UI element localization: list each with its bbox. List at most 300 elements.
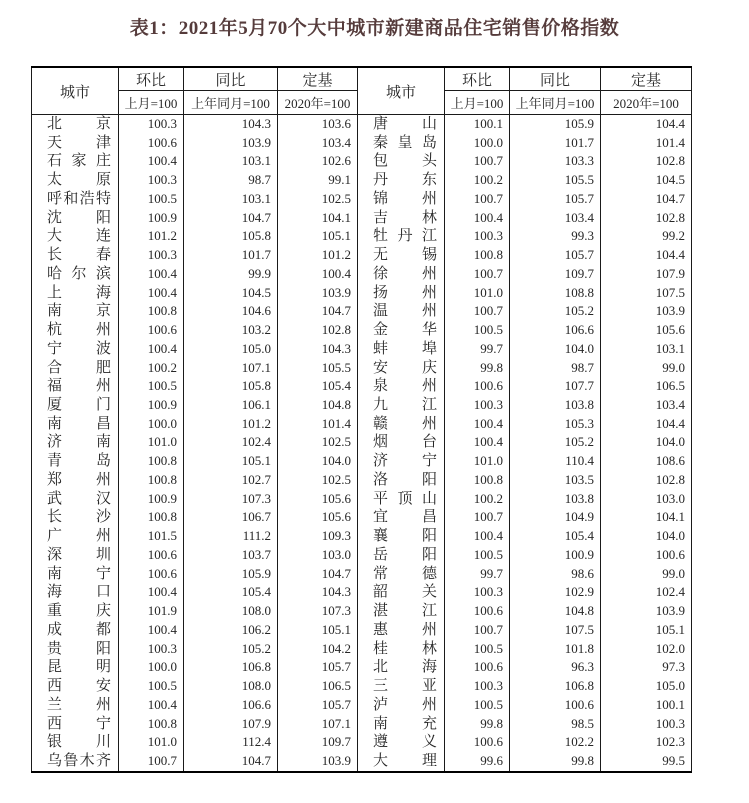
city-name: [47, 321, 111, 340]
city-name-cell: [32, 565, 119, 584]
yoy-value: 100.9: [510, 546, 601, 565]
header-city-right: 城市: [358, 67, 445, 115]
city-name-cell: [32, 508, 119, 527]
yoy-value: 98.7: [184, 171, 278, 190]
city-name: [373, 134, 437, 153]
mom-value: 100.5: [119, 190, 184, 209]
base-value: 100.6: [601, 546, 692, 565]
city-name: [373, 508, 437, 527]
city-name: [373, 190, 437, 209]
city-name-char: 南: [47, 415, 63, 432]
city-name: [47, 658, 111, 677]
table-row: [32, 565, 692, 584]
table-row: [32, 265, 692, 284]
city-name-char: 阳: [421, 528, 437, 545]
mom-value: 100.9: [119, 209, 184, 228]
city-name-char: 济: [47, 434, 63, 451]
base-value: 100.4: [278, 265, 358, 284]
mom-value: 100.5: [445, 640, 510, 659]
base-value: 103.0: [601, 490, 692, 509]
table-row: [32, 658, 692, 677]
city-name-char: 呼: [47, 190, 63, 207]
mom-value: 101.9: [119, 602, 184, 621]
city-name-cell: [358, 733, 445, 752]
yoy-value: 99.3: [510, 227, 601, 246]
city-name: [373, 359, 437, 378]
mom-value: 100.6: [445, 658, 510, 677]
mom-value: 100.6: [119, 321, 184, 340]
city-name-char: 乌: [47, 752, 63, 769]
city-name-char: 丹: [373, 172, 389, 189]
city-name: [373, 602, 437, 621]
mom-value: 101.5: [119, 527, 184, 546]
yoy-value: 98.7: [510, 359, 601, 378]
base-value: 107.9: [601, 265, 692, 284]
base-value: 101.2: [278, 246, 358, 265]
city-name-char: 汉: [95, 490, 111, 507]
city-name-char: 昌: [421, 509, 437, 526]
mom-value: 100.5: [445, 321, 510, 340]
city-name: [373, 302, 437, 321]
city-name: [373, 640, 437, 659]
mom-value: 100.9: [119, 490, 184, 509]
city-name: [373, 284, 437, 303]
yoy-value: 103.5: [510, 471, 601, 490]
city-name-cell: [32, 227, 119, 246]
table-row: [32, 527, 692, 546]
mom-value: 99.6: [445, 752, 510, 772]
table-row: [32, 677, 692, 696]
city-name: [47, 171, 111, 190]
base-value: 104.3: [278, 583, 358, 602]
base-value: 104.4: [601, 246, 692, 265]
base-value: 107.3: [278, 602, 358, 621]
mom-value: 100.4: [445, 209, 510, 228]
city-name-cell: [358, 396, 445, 415]
city-name-char: 西: [47, 678, 63, 695]
table-row: [32, 321, 692, 340]
city-name-char: 阳: [95, 209, 111, 226]
city-name-char: 家: [71, 153, 87, 170]
city-name-char: 西: [47, 715, 63, 732]
city-name-cell: [32, 621, 119, 640]
city-name-char: 州: [95, 696, 111, 713]
table-row: [32, 152, 692, 171]
city-name-char: 州: [421, 190, 437, 207]
yoy-value: 105.7: [510, 246, 601, 265]
base-value: 103.9: [601, 302, 692, 321]
base-value: 99.2: [601, 227, 692, 246]
mom-value: 100.4: [445, 433, 510, 452]
city-name-char: 京: [95, 303, 111, 320]
yoy-value: 110.4: [510, 452, 601, 471]
city-name-cell: [32, 733, 119, 752]
base-value: 104.8: [278, 396, 358, 415]
mom-value: 100.5: [119, 377, 184, 396]
city-name: [373, 452, 437, 471]
city-name-cell: [358, 583, 445, 602]
city-name-char: 海: [47, 584, 63, 601]
mom-value: 100.1: [445, 115, 510, 134]
yoy-value: 105.4: [184, 583, 278, 602]
city-name: [373, 565, 437, 584]
city-name: [47, 621, 111, 640]
city-name-cell: [32, 209, 119, 228]
city-name-cell: [32, 377, 119, 396]
city-name: [47, 602, 111, 621]
mom-value: 100.4: [119, 696, 184, 715]
city-name-char: 台: [421, 434, 437, 451]
city-name-char: 圳: [95, 546, 111, 563]
yoy-value: 107.7: [510, 377, 601, 396]
table-row: [32, 340, 692, 359]
base-value: 105.0: [601, 677, 692, 696]
yoy-value: 98.6: [510, 565, 601, 584]
city-name-char: 江: [421, 397, 437, 414]
mom-value: 100.3: [119, 115, 184, 134]
yoy-value: 106.2: [184, 621, 278, 640]
table-row: [32, 490, 692, 509]
base-value: 99.0: [601, 565, 692, 584]
city-name-cell: [32, 171, 119, 190]
city-name-cell: [358, 302, 445, 321]
mom-value: 100.5: [119, 677, 184, 696]
city-name-cell: [32, 490, 119, 509]
table-row: [32, 452, 692, 471]
mom-value: 100.7: [445, 152, 510, 171]
mom-value: 100.4: [445, 415, 510, 434]
city-name-cell: [32, 471, 119, 490]
city-name-char: 扬: [373, 284, 389, 301]
table-row: [32, 471, 692, 490]
header-mom-left: 环比: [119, 67, 184, 91]
city-name-char: 常: [373, 565, 389, 582]
city-name-char: 德: [421, 565, 437, 582]
header-city-left: 城市: [32, 67, 119, 115]
mom-value: 100.6: [445, 377, 510, 396]
base-value: 103.9: [278, 284, 358, 303]
city-name-char: 南: [47, 565, 63, 582]
city-name: [47, 677, 111, 696]
city-name: [373, 246, 437, 265]
city-name-char: 州: [421, 265, 437, 282]
city-name: [373, 715, 437, 734]
city-name-char: 林: [421, 640, 437, 657]
city-name-char: 庄: [95, 153, 111, 170]
mom-value: 100.3: [445, 677, 510, 696]
table-row: [32, 733, 692, 752]
base-value: 104.7: [278, 302, 358, 321]
city-name-char: 原: [95, 172, 111, 189]
city-name-char: 武: [47, 490, 63, 507]
mom-value: 100.8: [445, 471, 510, 490]
base-value: 101.4: [601, 134, 692, 153]
mom-value: 100.3: [445, 583, 510, 602]
yoy-value: 104.7: [184, 752, 278, 772]
city-name: [47, 209, 111, 228]
unit-yoy-right: 上年同月=100: [510, 91, 601, 115]
city-name-char: 庆: [95, 603, 111, 620]
city-name: [47, 227, 111, 246]
base-value: 105.7: [278, 658, 358, 677]
city-name-cell: [32, 452, 119, 471]
table-row: [32, 209, 692, 228]
city-name-char: 木: [79, 752, 95, 769]
header-base-left: 定基: [278, 67, 358, 91]
city-name: [373, 733, 437, 752]
yoy-value: 101.8: [510, 640, 601, 659]
yoy-value: 107.3: [184, 490, 278, 509]
mom-value: 100.7: [445, 508, 510, 527]
base-value: 102.5: [278, 190, 358, 209]
city-name-char: 关: [421, 584, 437, 601]
city-name: [47, 302, 111, 321]
city-name-char: 大: [373, 752, 389, 769]
base-value: 104.1: [601, 508, 692, 527]
yoy-value: 102.2: [510, 733, 601, 752]
base-value: 105.1: [278, 227, 358, 246]
header-label-row: [32, 67, 692, 91]
city-name-char: 广: [47, 528, 63, 545]
city-name-char: 泉: [373, 378, 389, 395]
city-name: [373, 490, 437, 509]
city-name-char: 无: [373, 247, 389, 264]
city-name: [47, 527, 111, 546]
city-name-char: 哈: [47, 265, 63, 282]
city-name: [47, 490, 111, 509]
city-name: [373, 209, 437, 228]
table-row: [32, 640, 692, 659]
mom-value: 100.4: [119, 621, 184, 640]
city-name-char: 州: [95, 528, 111, 545]
city-name-char: 头: [421, 153, 437, 170]
city-name-cell: [32, 415, 119, 434]
mom-value: 100.6: [119, 565, 184, 584]
city-name-char: 义: [421, 734, 437, 751]
base-value: 102.8: [601, 209, 692, 228]
header-mom-right: 环比: [445, 67, 510, 91]
city-name-char: 三: [373, 678, 389, 695]
city-name-char: 合: [47, 359, 63, 376]
mom-value: 100.5: [445, 546, 510, 565]
city-name: [373, 396, 437, 415]
yoy-value: 99.9: [184, 265, 278, 284]
yoy-value: 101.2: [184, 415, 278, 434]
city-name: [47, 583, 111, 602]
yoy-value: 104.9: [510, 508, 601, 527]
city-name-char: 川: [95, 734, 111, 751]
base-value: 102.8: [601, 471, 692, 490]
yoy-value: 105.9: [184, 565, 278, 584]
yoy-value: 103.8: [510, 490, 601, 509]
mom-value: 100.8: [119, 302, 184, 321]
base-value: 99.1: [278, 171, 358, 190]
city-name-cell: [358, 284, 445, 303]
table-row: [32, 433, 692, 452]
city-name-char: 亚: [421, 678, 437, 695]
city-name-cell: [358, 415, 445, 434]
city-name: [373, 696, 437, 715]
city-name-char: 江: [421, 603, 437, 620]
city-name: [373, 377, 437, 396]
city-name-char: 平: [373, 490, 389, 507]
base-value: 102.8: [601, 152, 692, 171]
base-value: 105.6: [278, 490, 358, 509]
city-name-cell: [32, 546, 119, 565]
base-value: 97.3: [601, 658, 692, 677]
mom-value: 100.4: [445, 527, 510, 546]
base-value: 103.6: [278, 115, 358, 134]
city-name-cell: [358, 321, 445, 340]
mom-value: 101.2: [119, 227, 184, 246]
city-name-cell: [32, 396, 119, 415]
city-name-char: 昆: [47, 659, 63, 676]
header-yoy-left: 同比: [184, 67, 278, 91]
city-name-char: 韶: [373, 584, 389, 601]
city-name-char: 吉: [373, 209, 389, 226]
base-value: 105.7: [278, 696, 358, 715]
city-name: [373, 752, 437, 771]
city-name-char: 秦: [373, 134, 389, 151]
city-name-char: 岳: [373, 546, 389, 563]
city-name-char: 州: [95, 471, 111, 488]
yoy-value: 105.3: [510, 415, 601, 434]
city-name-char: 州: [421, 621, 437, 638]
city-name-char: 州: [421, 696, 437, 713]
city-name: [373, 152, 437, 171]
city-name-char: 波: [95, 340, 111, 357]
city-name-char: 州: [421, 284, 437, 301]
yoy-value: 107.5: [510, 621, 601, 640]
city-name: [373, 321, 437, 340]
yoy-value: 107.1: [184, 359, 278, 378]
yoy-value: 102.4: [184, 433, 278, 452]
base-value: 102.3: [601, 733, 692, 752]
yoy-value: 108.0: [184, 677, 278, 696]
city-name-char: 阳: [95, 640, 111, 657]
city-name: [47, 696, 111, 715]
city-name-cell: [32, 340, 119, 359]
yoy-value: 108.8: [510, 284, 601, 303]
city-name-char: 赣: [373, 415, 389, 432]
base-value: 103.9: [278, 752, 358, 772]
city-name: [373, 677, 437, 696]
table-row: [32, 715, 692, 734]
mom-value: 100.4: [119, 152, 184, 171]
city-name-char: 浩: [79, 190, 95, 207]
base-value: 103.4: [601, 396, 692, 415]
base-value: 104.4: [601, 115, 692, 134]
city-name-cell: [32, 152, 119, 171]
yoy-value: 104.8: [510, 602, 601, 621]
city-name: [47, 377, 111, 396]
city-name-char: 锦: [373, 190, 389, 207]
yoy-value: 106.7: [184, 508, 278, 527]
mom-value: 100.7: [445, 621, 510, 640]
mom-value: 100.7: [445, 190, 510, 209]
yoy-value: 98.5: [510, 715, 601, 734]
city-name-cell: [32, 190, 119, 209]
city-name-char: 州: [95, 322, 111, 339]
city-name-cell: [358, 340, 445, 359]
city-name-char: 门: [95, 397, 111, 414]
city-name-cell: [32, 715, 119, 734]
mom-value: 99.7: [445, 565, 510, 584]
city-name-cell: [358, 227, 445, 246]
yoy-value: 96.3: [510, 658, 601, 677]
city-name-char: 充: [421, 715, 437, 732]
base-value: 102.8: [278, 321, 358, 340]
city-name-char: 丹: [397, 228, 413, 245]
base-value: 104.0: [601, 433, 692, 452]
base-value: 104.7: [601, 190, 692, 209]
yoy-value: 107.9: [184, 715, 278, 734]
city-name-char: 明: [95, 659, 111, 676]
city-name-char: 厦: [47, 397, 63, 414]
table-row: [32, 602, 692, 621]
base-value: 99.0: [601, 359, 692, 378]
yoy-value: 99.8: [510, 752, 601, 772]
yoy-value: 105.4: [510, 527, 601, 546]
city-name-char: 包: [373, 153, 389, 170]
city-name-char: 上: [47, 284, 63, 301]
table-row: [32, 359, 692, 378]
base-value: 104.7: [278, 565, 358, 584]
city-name: [47, 433, 111, 452]
city-name-cell: [358, 471, 445, 490]
base-value: 104.2: [278, 640, 358, 659]
base-value: 106.5: [278, 677, 358, 696]
unit-yoy-left: 上年同月=100: [184, 91, 278, 115]
base-value: 103.0: [278, 546, 358, 565]
city-name: [47, 452, 111, 471]
mom-value: 100.4: [119, 583, 184, 602]
yoy-value: 106.6: [510, 321, 601, 340]
page: [0, 13, 749, 773]
table-title: 表1：2021年5月70个大中城市新建商品住宅销售价格指数: [129, 18, 620, 39]
city-name: [373, 340, 437, 359]
city-name-char: 济: [373, 453, 389, 470]
table-row: [32, 171, 692, 190]
base-value: 106.5: [601, 377, 692, 396]
city-name-char: 温: [373, 303, 389, 320]
city-name-cell: [358, 715, 445, 734]
base-value: 104.0: [601, 527, 692, 546]
city-name: [47, 733, 111, 752]
mom-value: 100.3: [119, 171, 184, 190]
city-name-char: 滨: [95, 265, 111, 282]
base-value: 104.5: [601, 171, 692, 190]
mom-value: 100.9: [119, 396, 184, 415]
city-name-char: 南: [373, 715, 389, 732]
city-name-char: 遵: [373, 734, 389, 751]
unit-base-right: 2020年=100: [601, 91, 692, 115]
mom-value: 100.3: [119, 640, 184, 659]
city-name: [373, 471, 437, 490]
city-name-char: 华: [421, 322, 437, 339]
city-name-char: 南: [95, 434, 111, 451]
mom-value: 100.8: [119, 508, 184, 527]
city-name: [47, 640, 111, 659]
base-value: 105.6: [278, 508, 358, 527]
city-name: [47, 508, 111, 527]
yoy-value: 105.8: [184, 377, 278, 396]
yoy-value: 105.2: [510, 433, 601, 452]
city-name: [47, 359, 111, 378]
city-name-char: 州: [421, 415, 437, 432]
mom-value: 100.4: [119, 340, 184, 359]
city-name-char: 安: [95, 678, 111, 695]
